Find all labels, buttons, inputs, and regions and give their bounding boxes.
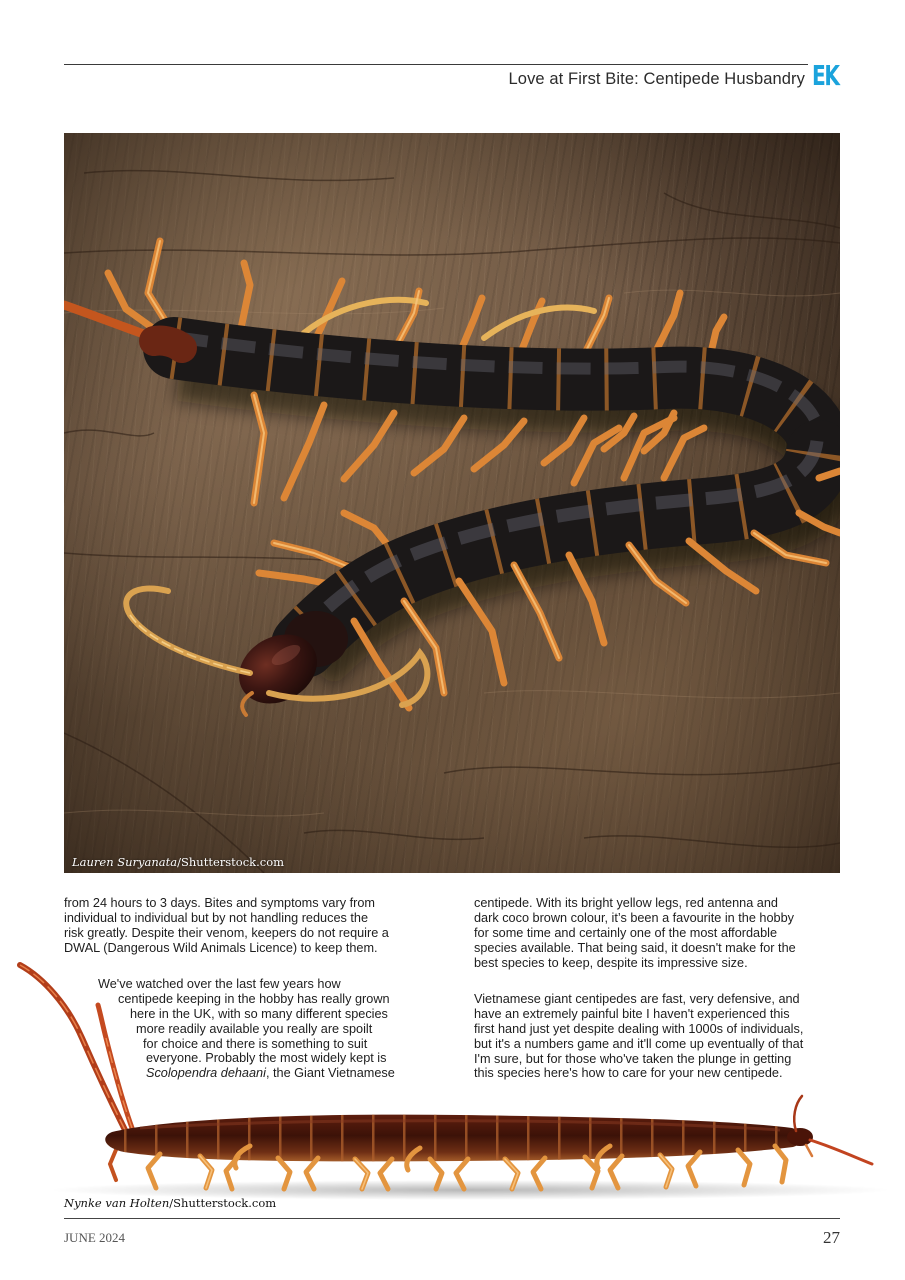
species-name: Scolopendra dehaani [146, 1066, 266, 1081]
right-column-paragraph-2 [474, 992, 803, 1081]
body-text-line: We've watched over the last few years how [98, 977, 341, 991]
bottom-centipede-head [787, 1096, 872, 1164]
body-text-line: this species here's how to care for your new centipede. [474, 1066, 783, 1081]
bottom-photo-credit-name: Nynke van Holten [64, 1196, 170, 1210]
bottom-photo-credit [64, 1196, 276, 1211]
centipede-photo-illustration [64, 133, 840, 873]
body-text-line: have an extremely painful bite I haven't experienced this [474, 1006, 790, 1021]
bottom-photo-credit-source: /Shutterstock.com [169, 1196, 277, 1210]
body-text-line: for some time and certainly one of the most affordable [474, 925, 778, 940]
issue-date: JUNE 2024 [64, 1230, 126, 1245]
body-text-line: risk greatly. Despite their venom, keepers do not require a [64, 925, 389, 940]
body-text-line: best species to keep, despite its impressive size. [474, 955, 748, 970]
footer-rule [64, 1218, 840, 1219]
body-text-line: but it's a numbers game and it'll come up eventually of that [474, 1036, 804, 1051]
top-photo [64, 133, 840, 873]
body-text-line: from 24 hours to 3 days. Bites and symptoms vary from [64, 896, 375, 910]
body-text-line: more readily available you really are spoilt [136, 1021, 373, 1036]
ek-logo: EK [812, 59, 839, 92]
top-photo-credit-name: Lauren Suryanata [72, 855, 178, 869]
top-photo-credit-source: /Shutterstock.com [177, 855, 285, 869]
left-column-paragraph-1 [64, 896, 389, 956]
body-text-fragment: , the Giant Vietnamese [265, 1066, 395, 1081]
body-text-line: individual to individual but by not handling reduces the [64, 910, 369, 925]
body-text-line: DWAL (Dangerous Wild Animals Licence) to keep them. [64, 940, 378, 955]
body-text-line: species available. That being said, it doesn't make for the [474, 940, 796, 955]
body-text-line: I'm sure, but for those who've taken the plunge in getting [474, 1051, 792, 1066]
running-title: Love at First Bite: Centipede Husbandry [508, 70, 805, 88]
body-text-line: dark coco brown colour, it’s been a favourite in the hobby [474, 910, 794, 925]
body-text-line [64, 1066, 395, 1081]
header-rule [64, 64, 808, 65]
body-text-line: here in the UK, with so many different species [130, 1006, 388, 1021]
body-text-line: first hand just yet despite dealing with 1000s of individuals, [474, 1021, 804, 1036]
right-column-paragraph-1 [474, 896, 796, 970]
centipede-head [226, 611, 348, 717]
body-text-line: everyone. Probably the most widely kept is [146, 1051, 387, 1066]
body-text-line: Vietnamese giant centipedes are fast, very defensive, and [474, 992, 800, 1006]
body-text-line: centipede. With its bright yellow legs, red antenna and [474, 896, 778, 910]
page-number: 27 [823, 1228, 840, 1247]
top-photo-credit [72, 855, 284, 870]
left-column-paragraph-2 [64, 977, 395, 1081]
body-text-line: for choice and there is something to suit [143, 1036, 368, 1051]
body-text-line: centipede keeping in the hobby has really grown [118, 991, 390, 1006]
